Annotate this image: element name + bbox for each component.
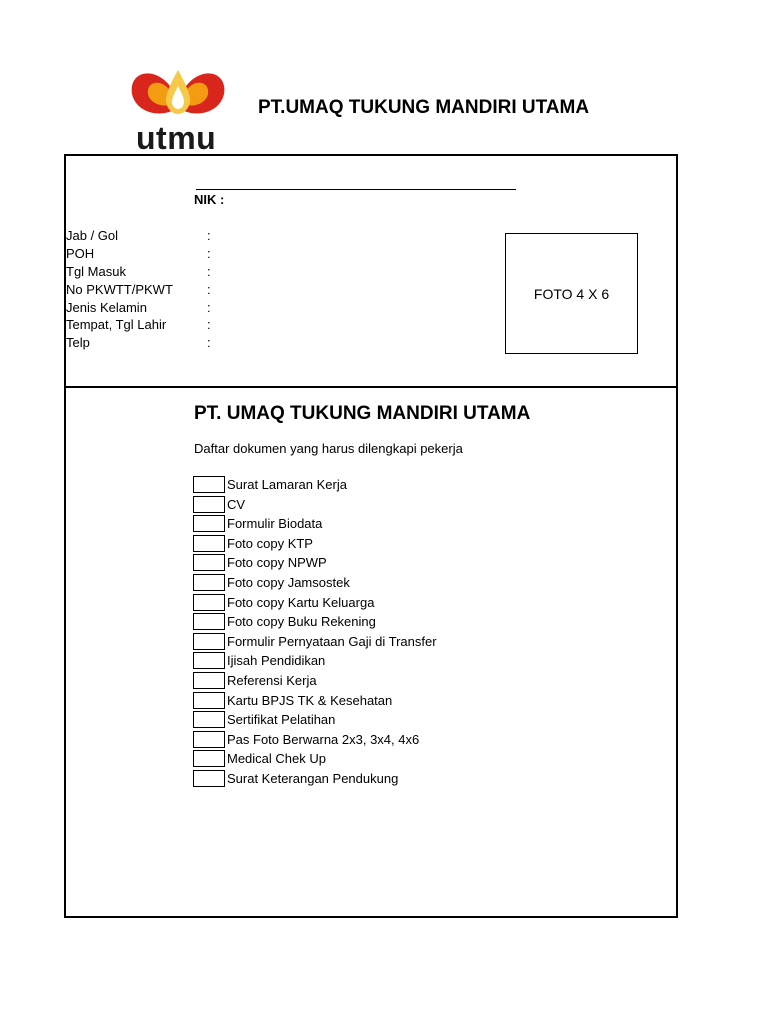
nik-label: NIK :: [194, 192, 225, 207]
checklist-title: PT. UMAQ TUKUNG MANDIRI UTAMA: [194, 403, 531, 424]
photo-label: FOTO 4 X 6: [533, 285, 610, 302]
checklist-item-label: CV: [227, 496, 246, 512]
info-colon: :: [207, 228, 211, 243]
info-label: No PKWTT/PKWT: [66, 281, 173, 297]
info-colon: :: [207, 281, 211, 297]
checkbox[interactable]: [193, 476, 225, 493]
checkbox[interactable]: [193, 496, 225, 513]
info-row-jab-gol[interactable]: [66, 227, 226, 245]
checklist-item-label: Formulir Biodata: [227, 516, 323, 532]
logo-wordmark: utmu: [136, 120, 217, 156]
photo-placeholder-box[interactable]: [505, 233, 638, 354]
checkbox[interactable]: [193, 672, 225, 689]
info-colon: :: [207, 317, 211, 333]
name-field-line[interactable]: [196, 189, 516, 190]
checkbox[interactable]: [193, 574, 225, 591]
checkbox[interactable]: [193, 554, 225, 571]
info-label: Tempat, Tgl Lahir: [66, 317, 167, 333]
checkbox[interactable]: [193, 750, 225, 767]
info-label: Tgl Masuk: [66, 263, 126, 279]
checkbox[interactable]: [193, 515, 225, 532]
checklist-item-label: Pas Foto Berwarna 2x3, 3x4, 4x6: [227, 731, 420, 747]
checkbox[interactable]: [193, 711, 225, 728]
info-row-jenis-kelamin[interactable]: [66, 299, 226, 317]
info-row-no-pkwt[interactable]: [66, 281, 226, 299]
checklist-item-label: Formulir Pernyataan Gaji di Transfer: [227, 633, 437, 649]
checklist-subtitle: Daftar dokumen yang harus dilengkapi pekerja: [194, 441, 463, 456]
info-row-tempat-tgl-lahir[interactable]: [66, 316, 226, 334]
company-name-header: PT.UMAQ TUKUNG MANDIRI UTAMA: [258, 97, 590, 118]
employee-info-list: [66, 227, 226, 352]
section-divider: [64, 386, 676, 388]
checklist-item-label: Foto copy Jamsostek: [227, 574, 350, 590]
info-colon: :: [207, 245, 211, 261]
checklist-item-label: Referensi Kerja: [227, 672, 317, 688]
info-row-telp[interactable]: [66, 334, 226, 352]
checkbox[interactable]: [193, 633, 225, 650]
checkbox[interactable]: [193, 613, 225, 630]
checklist-item-label: Foto copy Buku Rekening: [227, 614, 376, 630]
checklist-item-label: Ijisah Pendidikan: [227, 653, 326, 669]
checklist-item-label: Surat Keterangan Pendukung: [227, 770, 399, 786]
checkbox[interactable]: [193, 692, 225, 709]
info-label: Jab / Gol: [66, 228, 119, 243]
checklist-item-label: Sertifikat Pelatihan: [227, 712, 336, 728]
info-row-tgl-masuk[interactable]: [66, 263, 226, 281]
checklist-item-label: Foto copy KTP: [227, 535, 313, 551]
checkbox[interactable]: [193, 594, 225, 611]
checklist-item-label: Foto copy NPWP: [227, 555, 327, 571]
info-colon: :: [207, 299, 211, 315]
checkbox[interactable]: [193, 770, 225, 787]
checklist-item-label: Surat Lamaran Kerja: [227, 477, 347, 492]
info-row-poh[interactable]: [66, 245, 226, 263]
checkbox[interactable]: [193, 535, 225, 552]
info-label: Jenis Kelamin: [66, 299, 147, 315]
checklist-item-label: Foto copy Kartu Keluarga: [227, 594, 375, 610]
info-colon: :: [207, 263, 211, 279]
info-colon: :: [207, 335, 211, 351]
checklist-item-label: Kartu BPJS TK & Kesehatan: [227, 692, 393, 708]
checklist-item-label: Medical Chek Up: [227, 751, 326, 767]
checkbox[interactable]: [193, 652, 225, 669]
info-label: POH: [66, 245, 95, 261]
checkbox[interactable]: [193, 731, 225, 748]
info-label: Telp: [66, 335, 90, 351]
